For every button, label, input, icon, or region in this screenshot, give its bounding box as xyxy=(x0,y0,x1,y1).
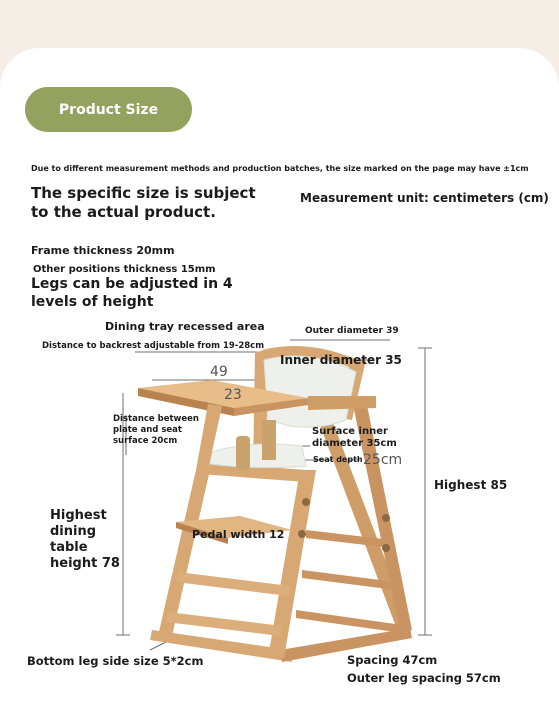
table-height-label-3: table xyxy=(50,540,88,555)
pedal-width-label: Pedal width 12 xyxy=(192,528,285,541)
legs-adjust-line1: Legs can be adjusted in 4 xyxy=(31,276,233,292)
plate-seat-label-2: plate and seat xyxy=(113,425,182,435)
table-height-label-2: dining xyxy=(50,524,97,539)
spacing-label: Spacing 47cm xyxy=(347,653,438,667)
outer-diameter-label: Outer diameter 39 xyxy=(305,326,399,336)
tray-recessed-label: Dining tray recessed area xyxy=(105,320,265,333)
surface-inner-label-1: Surface inner xyxy=(312,426,388,437)
seat-depth-value: 25cm xyxy=(363,452,403,468)
measurement-unit: Measurement unit: centimeters (cm) xyxy=(300,191,549,205)
frame-thickness: Frame thickness 20mm xyxy=(31,244,175,257)
outer-spacing-label: Outer leg spacing 57cm xyxy=(347,671,501,685)
product-size-label: Product Size xyxy=(58,101,159,118)
inner-diameter-label: Inner diameter 35 xyxy=(280,353,402,367)
seat-depth-label: Seat depth xyxy=(313,455,363,464)
tray-inner-label: 23 xyxy=(224,387,242,403)
plate-seat-label-1: Distance between xyxy=(113,414,199,424)
highest-label: Highest 85 xyxy=(434,478,508,492)
surface-inner-label-2: diameter 35cm xyxy=(312,438,397,449)
tray-width-label: 49 xyxy=(210,364,228,380)
other-thickness: Other positions thickness 15mm xyxy=(33,264,216,275)
table-height-label-1: Highest xyxy=(50,508,107,523)
chair-frame xyxy=(138,346,412,662)
subject-note-line2: to the actual product. xyxy=(31,203,216,221)
legs-adjust-line2: levels of height xyxy=(31,294,154,310)
backrest-distance-label: Distance to backrest adjustable from 19-28cm xyxy=(42,341,265,351)
plate-seat-label-3: surface 20cm xyxy=(113,436,178,446)
bottom-leg-label: Bottom leg side size 5*2cm xyxy=(27,654,204,668)
table-height-label-4: height 78 xyxy=(50,556,120,571)
measurement-note: Due to different measurement methods and production batches, the size marked on the page may have ±1cm xyxy=(31,164,529,173)
subject-note-line1: The specific size is subject xyxy=(31,184,256,202)
